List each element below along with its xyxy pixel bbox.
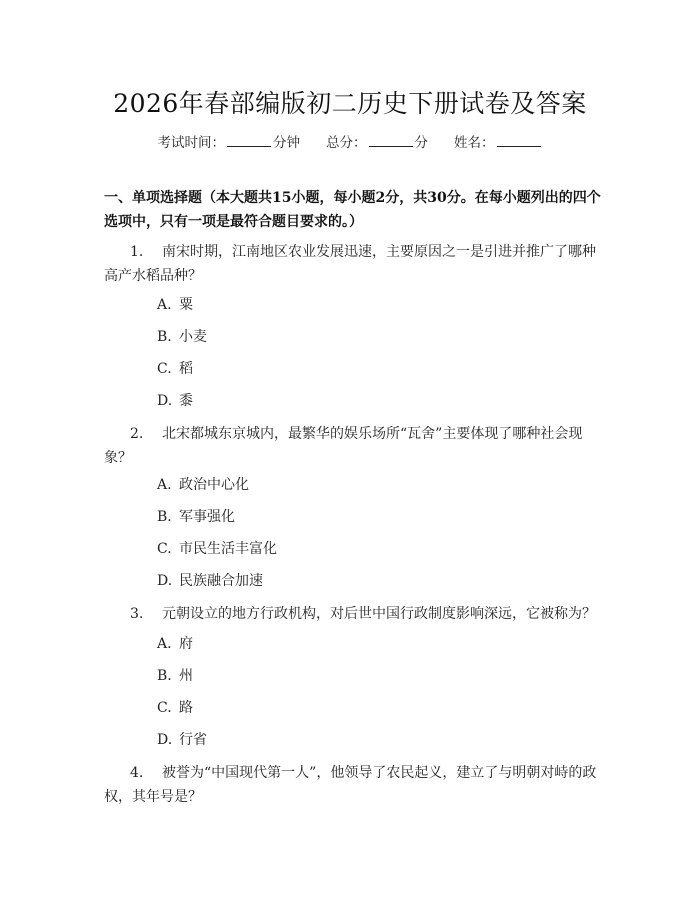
question-4 bbox=[104, 761, 604, 809]
option-text: 军事强化 bbox=[179, 509, 235, 525]
question-1-option-c bbox=[157, 359, 193, 379]
question-2-option-c bbox=[157, 539, 277, 559]
section-heading: 一、单项选择题（本大题共15小题，每小题2分，共30分。在每小题列出的四个选项中，只有一项是最符合题目要求的。） bbox=[104, 190, 601, 230]
question-1-option-a bbox=[157, 295, 193, 315]
option-text: 州 bbox=[179, 668, 193, 684]
option-text: 市民生活丰富化 bbox=[179, 541, 277, 557]
question-2-option-d bbox=[157, 571, 263, 591]
option-letter: C. bbox=[157, 541, 172, 557]
option-letter: B. bbox=[157, 329, 172, 345]
score-label: 总分： bbox=[326, 135, 367, 151]
question-number: 4. bbox=[130, 765, 144, 781]
time-unit: 分钟 bbox=[273, 135, 300, 151]
time-blank bbox=[227, 133, 271, 147]
option-text: 行省 bbox=[179, 732, 207, 748]
option-letter: D. bbox=[157, 393, 173, 409]
question-text: 南宋时期，江南地区农业发展迅速，主要原因之一是引进并推广了哪种高产水稻品种？ bbox=[104, 244, 596, 284]
question-3-option-a bbox=[157, 634, 193, 654]
question-3-option-d bbox=[157, 730, 207, 750]
option-letter: C. bbox=[157, 361, 172, 377]
question-number: 1. bbox=[130, 244, 144, 260]
option-text: 黍 bbox=[179, 393, 193, 409]
option-letter: D. bbox=[157, 732, 173, 748]
name-blank bbox=[497, 133, 541, 147]
question-1-option-b bbox=[157, 327, 207, 347]
option-text: 稻 bbox=[179, 361, 193, 377]
option-letter: C. bbox=[157, 700, 172, 716]
question-2 bbox=[104, 422, 604, 470]
option-letter: D. bbox=[157, 573, 173, 589]
question-2-option-b bbox=[157, 507, 235, 527]
question-number: 2. bbox=[130, 426, 144, 442]
score-blank bbox=[369, 133, 413, 147]
option-letter: A. bbox=[157, 297, 172, 313]
option-letter: B. bbox=[157, 509, 172, 525]
question-1 bbox=[104, 240, 604, 288]
question-text: 被誉为“中国现代第一人”，他领导了农民起义，建立了与明朝对峙的政权，其年号是？ bbox=[104, 765, 597, 805]
question-text: 元朝设立的地方行政机构，对后世中国行政制度影响深远，它被称为？ bbox=[162, 606, 596, 622]
option-text: 路 bbox=[179, 700, 193, 716]
option-text: 民族融合加速 bbox=[179, 573, 263, 589]
exam-meta-line bbox=[0, 131, 700, 151]
question-2-option-a bbox=[157, 475, 249, 495]
option-letter: A. bbox=[157, 636, 172, 652]
question-text: 北宋都城东京城内，最繁华的娱乐场所“瓦舍”主要体现了哪种社会现象？ bbox=[104, 426, 583, 466]
option-text: 小麦 bbox=[179, 329, 207, 345]
time-label: 考试时间： bbox=[157, 135, 225, 151]
name-label: 姓名： bbox=[454, 135, 495, 151]
option-letter: B. bbox=[157, 668, 172, 684]
option-letter: A. bbox=[157, 477, 172, 493]
question-3 bbox=[104, 602, 604, 626]
option-text: 府 bbox=[179, 636, 193, 652]
option-text: 政治中心化 bbox=[179, 477, 249, 493]
question-3-option-b bbox=[157, 666, 193, 686]
question-number: 3. bbox=[130, 606, 144, 622]
option-text: 粟 bbox=[179, 297, 193, 313]
score-unit: 分 bbox=[414, 135, 428, 151]
question-3-option-c bbox=[157, 698, 193, 718]
page-title: 2026年春部编版初二历史下册试卷及答案 bbox=[113, 89, 587, 118]
question-1-option-d bbox=[157, 391, 193, 411]
